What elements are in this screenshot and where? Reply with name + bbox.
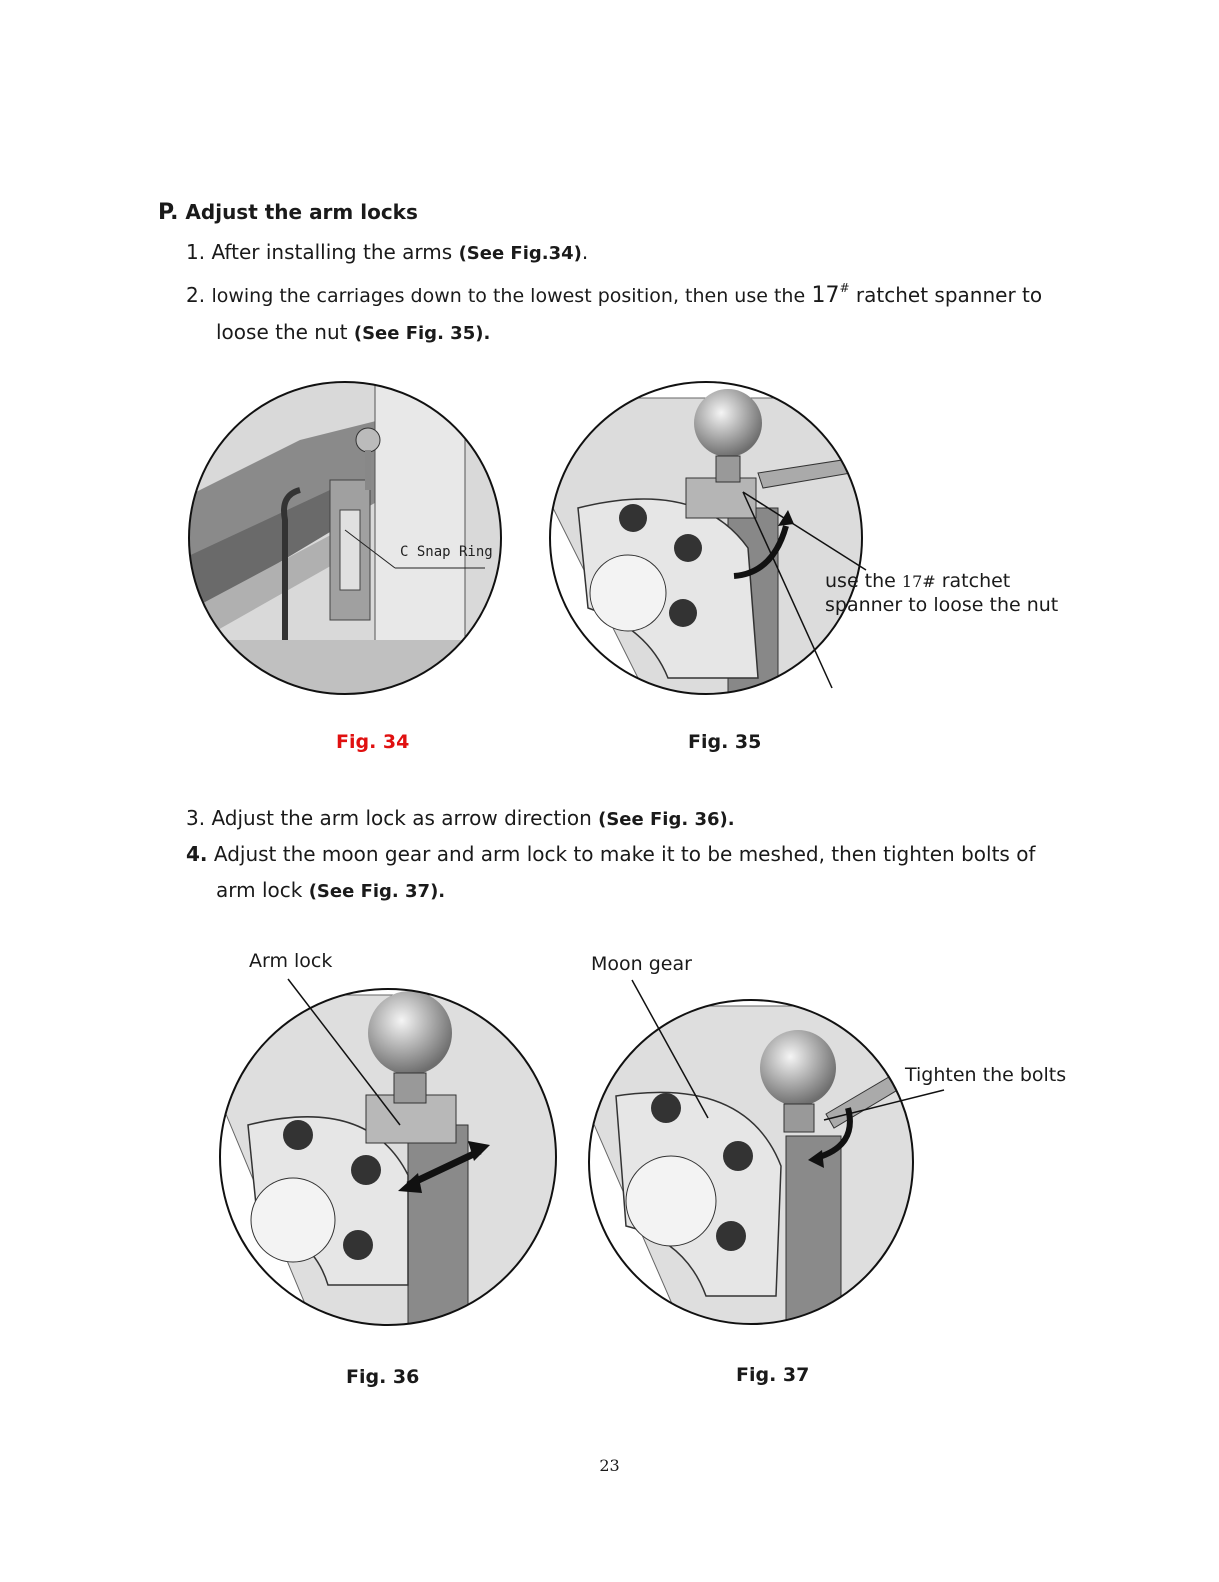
tighten-bolts-leader — [820, 1086, 950, 1126]
moon-gear-label: Moon gear — [591, 953, 692, 975]
fig-ref: (See Fig. 35). — [353, 323, 491, 344]
step-4: 4. Adjust the moon gear and arm lock to make it to be meshed, then tighten bolts of arm lock (See Fig. 37). — [186, 842, 1036, 902]
moon-gear-leader — [628, 976, 718, 1126]
c-snap-ring-label: C Snap Ring — [400, 544, 493, 560]
fig-34-caption: Fig. 34 — [336, 731, 410, 753]
fig-ref: (See Fig.34) — [458, 243, 582, 264]
fig-35-callout: use the 17# ratchet — [825, 570, 1011, 592]
step-3: 3. Adjust the arm lock as arrow direction (See Fig. 36). — [186, 806, 735, 830]
step-2: 2. lowing the carriages down to the lowest position, then use the 17# ratchet spanner to loose the nut (See Fig. 35). — [186, 281, 1043, 344]
fig-36-caption: Fig. 36 — [346, 1366, 420, 1388]
fig-ref: (See Fig. 36). — [598, 809, 735, 830]
section-letter: P. — [158, 200, 179, 225]
section-heading — [158, 200, 418, 225]
fig-ref: (See Fig. 37). — [308, 881, 446, 902]
arm-lock-label: Arm lock — [249, 950, 333, 972]
fig-35-callout-line2: spanner to loose the nut — [825, 594, 1059, 616]
fig-35-caption: Fig. 35 — [688, 731, 762, 753]
section-title: Adjust the arm locks — [185, 200, 418, 224]
tighten-bolts-label: Tighten the bolts — [905, 1064, 1067, 1086]
figure-34-illustration — [180, 380, 510, 700]
step-1: 1. After installing the arms (See Fig.34). — [186, 240, 589, 264]
fig-37-caption: Fig. 37 — [736, 1364, 810, 1386]
arm-lock-leader — [280, 975, 420, 1135]
page-number: 23 — [599, 1456, 620, 1475]
figure-35-illustration — [548, 378, 868, 698]
